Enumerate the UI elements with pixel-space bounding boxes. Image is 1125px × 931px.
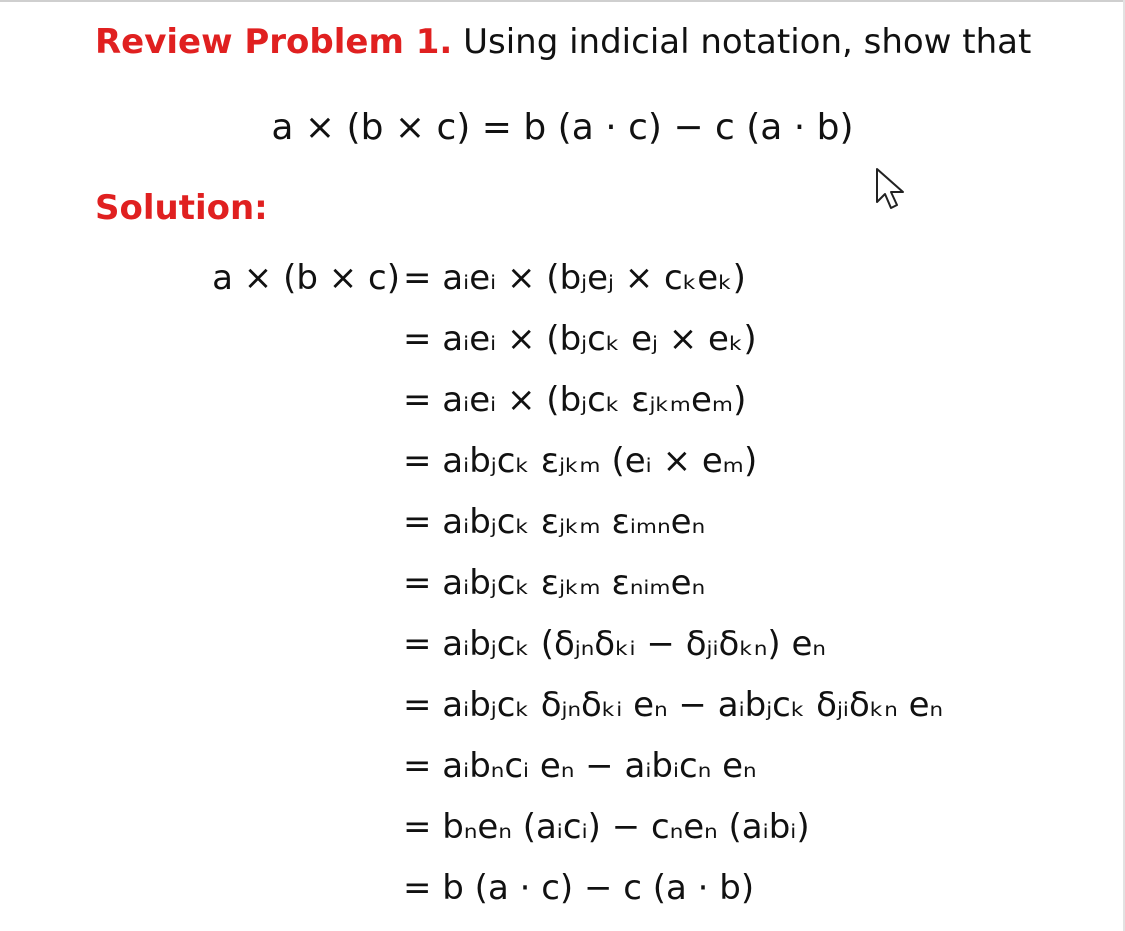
solution-label: Solution: bbox=[95, 188, 268, 228]
step-expression: = aᵢbⱼcₖ δⱼₙδₖᵢ eₙ − aᵢbⱼcₖ δⱼᵢδₖₙ eₙ bbox=[403, 685, 944, 725]
derivation-step bbox=[0, 677, 1125, 733]
mouse-pointer-icon bbox=[874, 166, 908, 214]
step-expression: = aᵢeᵢ × (bⱼeⱼ × cₖeₖ) bbox=[403, 258, 746, 298]
step-expression: = aᵢbₙcᵢ eₙ − aᵢbᵢcₙ eₙ bbox=[403, 746, 757, 786]
derivation-step bbox=[0, 372, 1125, 428]
step-expression: = aᵢeᵢ × (bⱼcₖ εⱼₖₘeₘ) bbox=[403, 380, 747, 420]
derivation-step bbox=[0, 250, 1125, 306]
step-expression: = bₙeₙ (aᵢcᵢ) − cₙeₙ (aᵢbᵢ) bbox=[403, 807, 810, 847]
top-border bbox=[0, 0, 1125, 2]
derivation-step bbox=[0, 860, 1125, 916]
derivation-lhs: a × (b × c) bbox=[212, 258, 400, 298]
step-expression: = aᵢeᵢ × (bⱼcₖ eⱼ × eₖ) bbox=[403, 319, 757, 359]
step-expression: = aᵢbⱼcₖ εⱼₖₘ εₙᵢₘeₙ bbox=[403, 563, 706, 603]
step-expression: = aᵢbⱼcₖ εⱼₖₘ εᵢₘₙeₙ bbox=[403, 502, 706, 542]
derivation-step bbox=[0, 494, 1125, 550]
derivation-step bbox=[0, 555, 1125, 611]
step-expression: = aᵢbⱼcₖ εⱼₖₘ (eᵢ × eₘ) bbox=[403, 441, 758, 481]
derivation-step bbox=[0, 433, 1125, 489]
step-expression: = aᵢbⱼcₖ (δⱼₙδₖᵢ − δⱼᵢδₖₙ) eₙ bbox=[403, 624, 826, 664]
derivation-step bbox=[0, 738, 1125, 794]
derivation-step bbox=[0, 311, 1125, 367]
derivation-step bbox=[0, 799, 1125, 855]
step-expression: = b (a · c) − c (a · b) bbox=[403, 868, 755, 908]
problem-header bbox=[95, 22, 1031, 62]
problem-prompt: Using indicial notation, show that bbox=[463, 22, 1032, 62]
problem-statement: a × (b × c) = b (a · c) − c (a · b) bbox=[271, 107, 854, 148]
derivation-step bbox=[0, 616, 1125, 672]
problem-heading: Review Problem 1. bbox=[95, 22, 453, 62]
